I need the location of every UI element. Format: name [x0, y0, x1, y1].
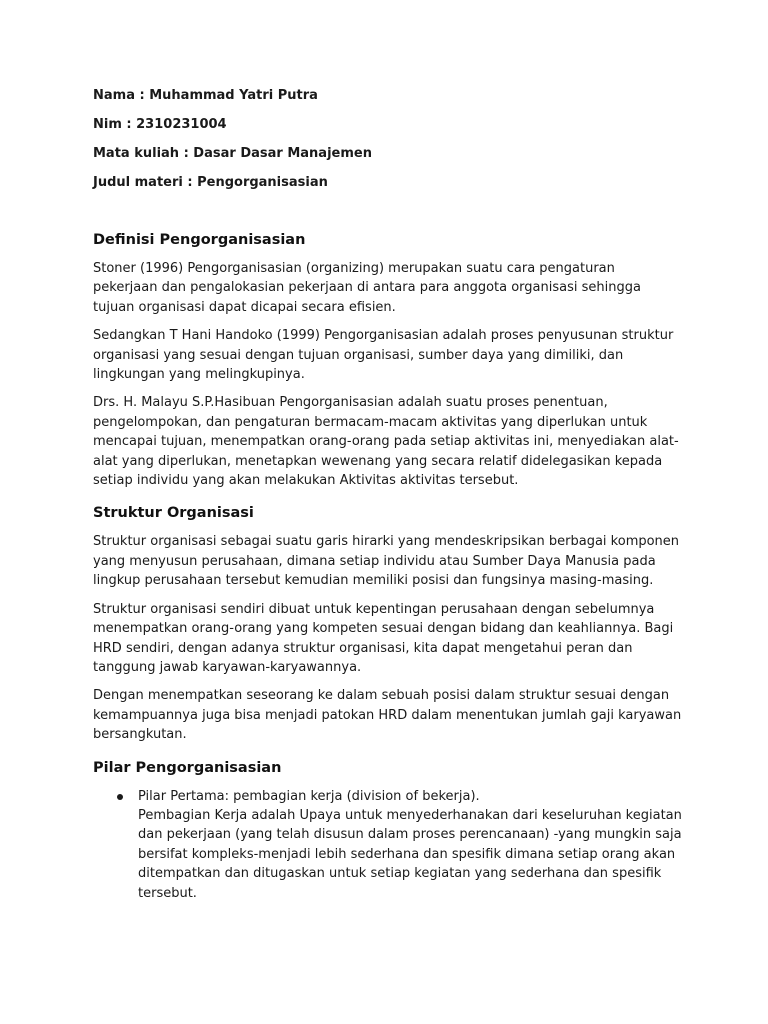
section-definisi	[93, 229, 683, 490]
paragraph: Sedangkan T Hani Handoko (1999) Pengorganisasian adalah proses penyusunan struktur organisasi yang sesuai dengan tujuan organisasi, sumber daya yang dimiliki, dan lingkungan yang melingkupinya.	[93, 328, 674, 383]
pilar-list	[93, 787, 683, 903]
course-name: Mata kuliah : Dasar Dasar Manajemen	[93, 146, 372, 161]
pilar-item-body: Pembagian Kerja adalah Upaya untuk menyederhanakan dari keseluruhan kegiatan dan pekerjaan (yang telah disusun dalam proses perencanaan) -yang mungkin saja bersifat kompleks-menjadi lebih sederhana dan spesifik dimana setiap orang akan ditempatkan dan ditugaskan untuk setiap kegiatan yang sederhana dan spesifik tersebut.	[138, 807, 682, 901]
student-info	[93, 86, 683, 193]
paragraph: Drs. H. Malayu S.P.Hasibuan Pengorganisasian adalah suatu proses penentuan, pengelompokan, dan pengaturan bermacam-macam aktivitas yang diperlukan untuk mencapai tujuan, menempatkan orang-orang pada setiap aktivitas ini, menyediakan alat-alat yang diperlukan, menetapkan wewenang yang secara relatif didelegasikan kepada setiap individu yang akan melakukan Aktivitas aktivitas tersebut.	[93, 395, 679, 489]
paragraph: Dengan menempatkan seseorang ke dalam sebuah posisi dalam struktur sesuai dengan kemampuannya juga bisa menjadi patokan HRD dalam menentukan jumlah gaji karyawan bersangkutan.	[93, 688, 682, 743]
paragraph: Stoner (1996) Pengorganisasian (organizing) merupakan suatu cara pengaturan pekerjaan dan pengalokasian pekerjaan di antara para anggota organisasi sehingga tujuan organisasi dapat dicapai secara efisien.	[93, 261, 641, 315]
section-heading-pilar: Pilar Pengorganisasian	[93, 759, 282, 776]
bullet-dot-icon	[117, 794, 123, 800]
section-pilar	[93, 757, 683, 903]
student-name: Nama : Muhammad Yatri Putra	[93, 88, 318, 103]
paragraph: Struktur organisasi sendiri dibuat untuk kepentingan perusahaan dengan sebelumnya menempatkan orang-orang yang kompeten sesuai dengan bidang dan keahliannya. Bagi HRD sendiri, dengan adanya struktur organisasi, kita dapat mengetahui peran dan tanggung jawab karyawan-karyawannya.	[93, 601, 674, 675]
paragraph: Struktur organisasi sebagai suatu garis hirarki yang mendeskripsikan berbagai komponen yang menyusun perusahaan, dimana setiap individu atau Sumber Daya Manusia pada lingkup perusahaan tersebut kemudian memiliki posisi dan fungsinya masing-masing.	[93, 534, 680, 589]
list-item	[138, 787, 683, 903]
student-nim: Nim : 2310231004	[93, 117, 227, 132]
section-struktur	[93, 502, 683, 744]
pilar-item-title: Pilar Pertama: pembagian kerja (division of bekerja).	[138, 788, 480, 804]
section-heading-definisi: Definisi Pengorganisasian	[93, 232, 306, 248]
section-heading-struktur: Struktur Organisasi	[93, 505, 254, 522]
document-content	[93, 86, 683, 915]
material-title: Judul materi : Pengorganisasian	[93, 175, 328, 190]
